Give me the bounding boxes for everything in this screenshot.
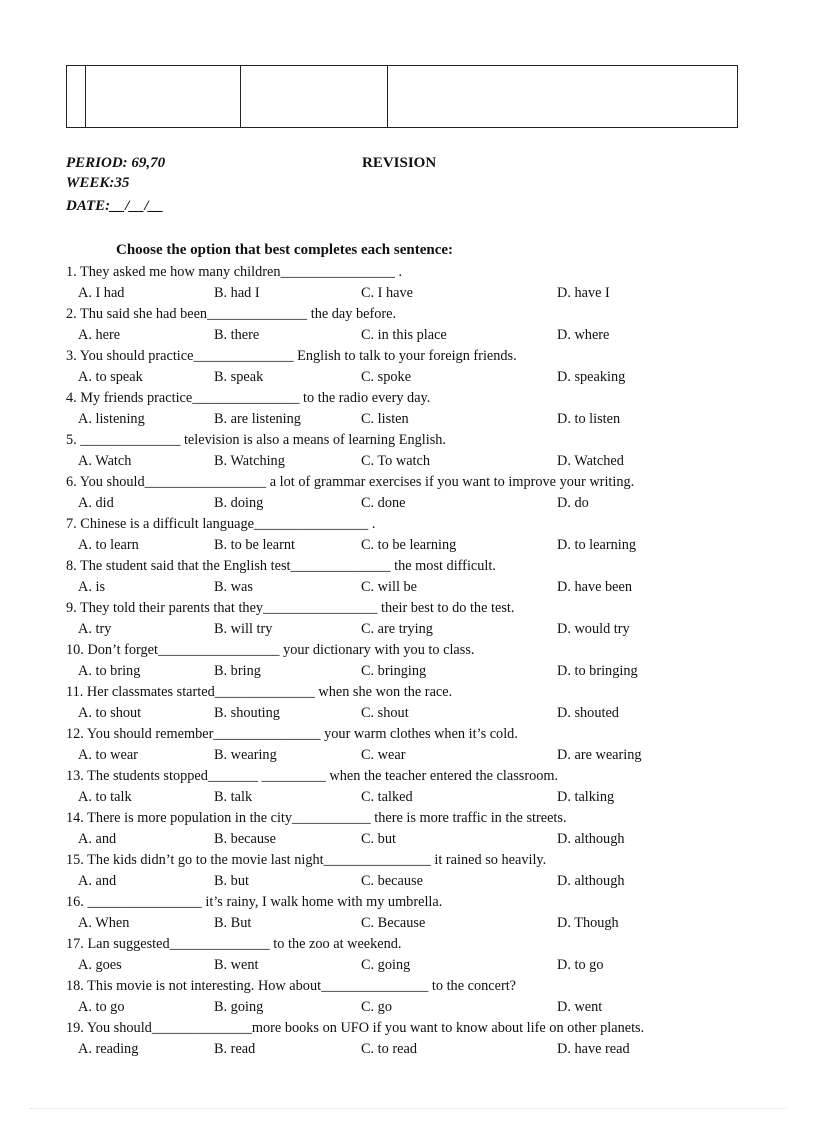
instruction-text: Choose the option that best completes each sentence: <box>116 242 454 258</box>
option-b: B. went <box>214 957 259 973</box>
option-a: A. Watch <box>78 453 132 469</box>
option-a: A. When <box>78 915 130 931</box>
answer-options <box>66 913 756 933</box>
option-d: D. do <box>557 495 589 511</box>
option-a: A. to speak <box>78 369 143 385</box>
option-b: B. doing <box>214 495 264 511</box>
option-a: A. here <box>78 327 121 343</box>
question-item <box>66 472 756 514</box>
answer-options <box>66 703 756 723</box>
option-a: A. try <box>78 621 112 637</box>
answer-options <box>66 367 756 387</box>
question-item <box>66 976 756 1018</box>
answer-options <box>66 619 756 639</box>
question-stem: 7. Chinese is a difficult language________________ . <box>66 516 376 532</box>
option-a: A. I had <box>78 285 125 301</box>
option-c: C. Because <box>361 915 426 931</box>
option-b: B. are listening <box>214 411 301 427</box>
question-item <box>66 682 756 724</box>
question-stem: 2. Thu said she had been______________ the day before. <box>66 306 397 322</box>
option-c: C. bringing <box>361 663 427 679</box>
option-c: C. wear <box>361 747 406 763</box>
question-stem: 13. The students stopped_______ _________ when the teacher entered the classroom. <box>66 768 559 784</box>
question-item <box>66 808 756 850</box>
option-d: D. are wearing <box>557 747 642 763</box>
option-b: B. but <box>214 873 249 889</box>
option-c: C. to be learning <box>361 537 457 553</box>
option-d: D. would try <box>557 621 630 637</box>
option-c: C. going <box>361 957 411 973</box>
option-d: D. speaking <box>557 369 626 385</box>
option-c: C. because <box>361 873 423 889</box>
option-c: C. I have <box>361 285 414 301</box>
option-d: D. to learning <box>557 537 637 553</box>
question-stem: 3. You should practice______________ English to talk to your foreign friends. <box>66 348 517 364</box>
option-a: A. to go <box>78 999 125 1015</box>
question-stem: 19. You should______________more books on UFO if you want to know about life on other planets. <box>66 1020 645 1036</box>
answer-options <box>66 871 756 891</box>
option-d: D. shouted <box>557 705 619 721</box>
option-d: D. to listen <box>557 411 621 427</box>
question-stem: 16. ________________ it’s rainy, I walk home with my umbrella. <box>66 894 443 910</box>
option-b: B. to be learnt <box>214 537 295 553</box>
answer-options <box>66 451 756 471</box>
answer-options <box>66 283 756 303</box>
answer-options <box>66 955 756 975</box>
answer-options <box>66 325 756 345</box>
question-item <box>66 262 756 304</box>
question-stem: 17. Lan suggested______________ to the zoo at weekend. <box>66 936 402 952</box>
header-table-divider <box>387 66 388 127</box>
answer-options <box>66 787 756 807</box>
question-item <box>66 724 756 766</box>
option-b: B. talk <box>214 789 253 805</box>
option-b: B. shouting <box>214 705 280 721</box>
question-list <box>66 262 756 1060</box>
question-item <box>66 304 756 346</box>
option-a: A. to talk <box>78 789 132 805</box>
option-d: D. Though <box>557 915 619 931</box>
answer-options <box>66 409 756 429</box>
question-item <box>66 892 756 934</box>
date-label: DATE:__/__/__ <box>66 198 164 214</box>
option-c: C. To watch <box>361 453 431 469</box>
option-b: B. there <box>214 327 260 343</box>
option-d: D. to go <box>557 957 604 973</box>
option-b: B. had I <box>214 285 260 301</box>
question-stem: 11. Her classmates started______________ when she won the race. <box>66 684 453 700</box>
question-stem: 8. The student said that the English test______________ the most difficult. <box>66 558 496 574</box>
question-stem: 4. My friends practice_______________ to the radio every day. <box>66 390 431 406</box>
option-c: C. will be <box>361 579 417 595</box>
option-b: B. read <box>214 1041 256 1057</box>
option-b: B. But <box>214 915 252 931</box>
answer-options <box>66 577 756 597</box>
question-item <box>66 430 756 472</box>
week-label: WEEK:35 <box>66 175 130 191</box>
question-stem: 12. You should remember_______________ your warm clothes when it’s cold. <box>66 726 518 742</box>
answer-options <box>66 829 756 849</box>
question-stem: 1. They asked me how many children________________ . <box>66 264 403 280</box>
question-stem: 15. The kids didn’t go to the movie last night_______________ it rained so heavily. <box>66 852 547 868</box>
option-a: A. goes <box>78 957 122 973</box>
option-d: D. although <box>557 831 625 847</box>
header-table <box>66 65 738 128</box>
option-b: B. because <box>214 831 276 847</box>
option-c: C. but <box>361 831 396 847</box>
option-b: B. will try <box>214 621 273 637</box>
option-d: D. although <box>557 873 625 889</box>
option-d: D. have read <box>557 1041 630 1057</box>
option-a: A. and <box>78 873 117 889</box>
option-a: A. did <box>78 495 114 511</box>
option-d: D. have been <box>557 579 633 595</box>
answer-options <box>66 745 756 765</box>
option-d: D. talking <box>557 789 615 805</box>
question-stem: 14. There is more population in the city___________ there is more traffic in the streets. <box>66 810 567 826</box>
option-a: A. listening <box>78 411 145 427</box>
question-stem: 5. ______________ television is also a means of learning English. <box>66 432 447 448</box>
question-stem: 10. Don’t forget_________________ your dictionary with you to class. <box>66 642 475 658</box>
period-label: PERIOD: 69,70 <box>66 155 166 171</box>
header-table-divider <box>85 66 86 127</box>
answer-options <box>66 1039 756 1059</box>
option-a: A. to learn <box>78 537 139 553</box>
option-a: A. to bring <box>78 663 141 679</box>
option-b: B. Watching <box>214 453 285 469</box>
answer-options <box>66 661 756 681</box>
header-table-divider <box>240 66 241 127</box>
option-d: D. to bringing <box>557 663 638 679</box>
option-b: B. was <box>214 579 253 595</box>
question-item <box>66 766 756 808</box>
option-a: A. to shout <box>78 705 142 721</box>
option-c: C. done <box>361 495 406 511</box>
option-b: B. going <box>214 999 264 1015</box>
question-item <box>66 514 756 556</box>
option-a: A. and <box>78 831 117 847</box>
option-c: C. to read <box>361 1041 417 1057</box>
option-d: D. Watched <box>557 453 624 469</box>
question-stem: 18. This movie is not interesting. How about_______________ to the concert? <box>66 978 517 994</box>
option-c: C. are trying <box>361 621 433 637</box>
question-stem: 9. They told their parents that they________________ their best to do the test. <box>66 600 515 616</box>
page-title: REVISION <box>362 155 437 171</box>
option-b: B. bring <box>214 663 261 679</box>
option-b: B. speak <box>214 369 264 385</box>
question-item <box>66 388 756 430</box>
option-c: C. in this place <box>361 327 447 343</box>
question-item <box>66 1018 756 1060</box>
option-c: C. go <box>361 999 392 1015</box>
answer-options <box>66 997 756 1017</box>
question-item <box>66 556 756 598</box>
question-item <box>66 934 756 976</box>
question-item <box>66 850 756 892</box>
answer-options <box>66 535 756 555</box>
option-a: A. to wear <box>78 747 138 763</box>
question-item <box>66 346 756 388</box>
option-b: B. wearing <box>214 747 277 763</box>
option-a: A. reading <box>78 1041 139 1057</box>
option-c: C. spoke <box>361 369 412 385</box>
option-c: C. shout <box>361 705 409 721</box>
footer-divider <box>30 1108 786 1109</box>
option-d: D. went <box>557 999 603 1015</box>
answer-options <box>66 493 756 513</box>
option-d: D. have I <box>557 285 610 301</box>
option-d: D. where <box>557 327 610 343</box>
question-item <box>66 598 756 640</box>
question-item <box>66 640 756 682</box>
option-a: A. is <box>78 579 106 595</box>
question-stem: 6. You should_________________ a lot of grammar exercises if you want to improve your writing. <box>66 474 635 490</box>
option-c: C. listen <box>361 411 409 427</box>
option-c: C. talked <box>361 789 413 805</box>
